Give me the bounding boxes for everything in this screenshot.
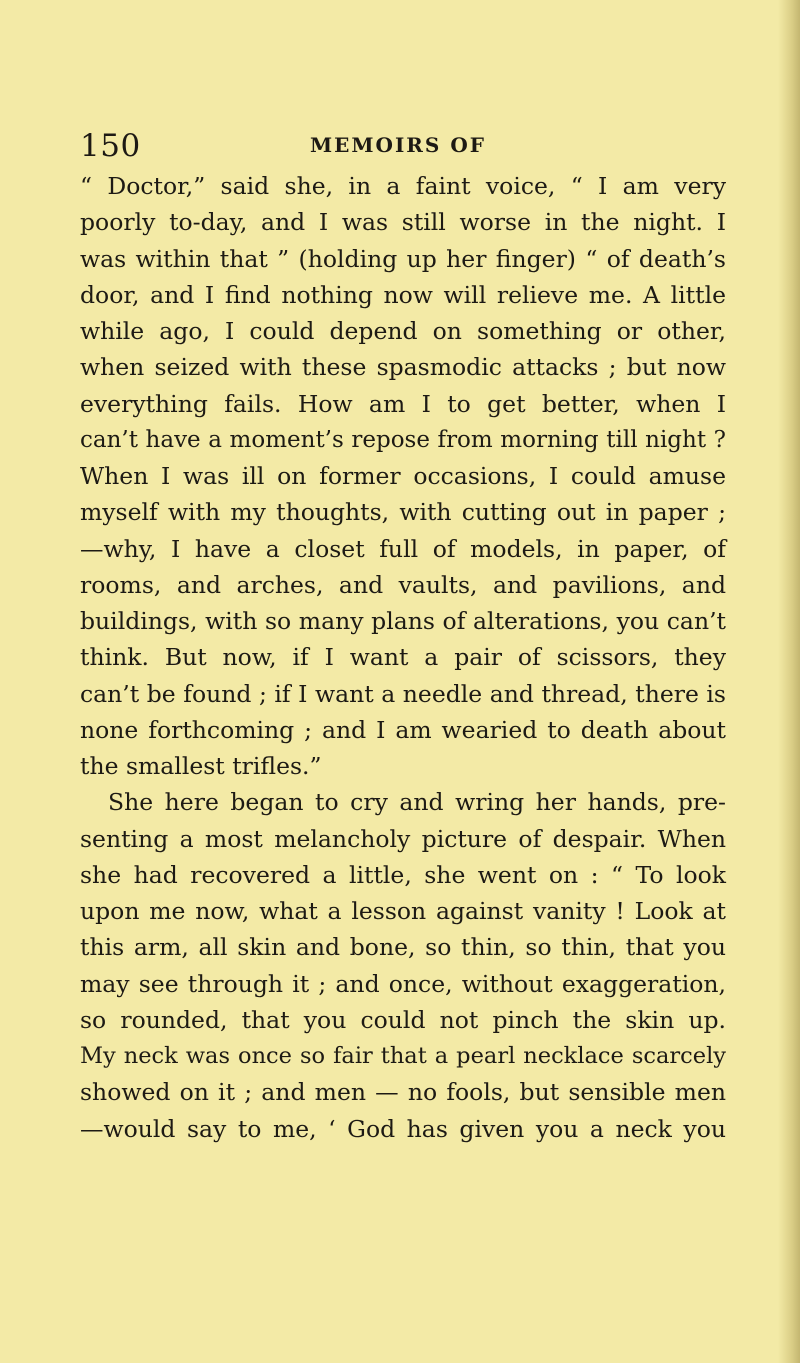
text-line: may see through it ; and once, without exaggeration,: [80, 969, 726, 998]
text-line: showed on it ; and men — no fools, but sensible men: [80, 1078, 726, 1107]
text-line: she had recovered a little, she went on : “ To look: [80, 860, 726, 889]
text-line: poorly to-day, and I was still worse in the night. I: [80, 208, 726, 237]
text-line: door, and I find nothing now will relieve me. A little: [80, 280, 726, 309]
text-line: when seized with these spasmodic attacks ; but now: [80, 353, 726, 382]
text-line: this arm, all skin and bone, so thin, so thin, that you: [80, 933, 726, 962]
body-text: [80, 168, 726, 1147]
text-line: can’t be found ; if I want a needle and thread, there is: [80, 679, 726, 708]
running-title: MEMOIRS OF: [310, 133, 486, 157]
text-line: —would say to me, ‘ God has given you a neck you: [80, 1114, 726, 1143]
text-line: think. But now, if I want a pair of scissors, they: [80, 643, 726, 672]
text-line: the smallest trifles.”: [80, 752, 322, 780]
page-edge-shadow: [778, 0, 800, 1363]
text-line: none forthcoming ; and I am wearied to death about: [80, 715, 726, 744]
text-line: everything fails. How am I to get better, when I: [80, 389, 726, 418]
text-line: upon me now, what a lesson against vanity ! Look at: [80, 897, 726, 925]
text-line: was within that ” (holding up her finger) “ of death’s: [80, 244, 726, 273]
text-line: senting a most melancholy picture of despair. When: [80, 824, 726, 853]
text-line: buildings, with so many plans of alterations, you can’t: [80, 607, 726, 635]
text-line: while ago, I could depend on something or other,: [80, 317, 726, 345]
text-line: myself with my thoughts, with cutting out in paper ;: [80, 498, 726, 527]
page-header: [80, 128, 725, 168]
text-line: so rounded, that you could not pinch the skin up.: [80, 1005, 726, 1034]
text-line: She here began to cry and wring her hands, pre-: [108, 788, 726, 817]
page-number: 150: [80, 128, 141, 164]
text-line: rooms, and arches, and vaults, and pavilions, and: [80, 570, 726, 599]
text-line: —why, I have a closet full of models, in paper, of: [80, 534, 726, 563]
text-line: can’t have a moment’s repose from morning till night ?: [80, 426, 726, 453]
text-line: “ Doctor,” said she, in a faint voice, “ I am very: [80, 172, 726, 200]
text-line: When I was ill on former occasions, I could amuse: [80, 462, 726, 490]
text-line: My neck was once so fair that a pearl necklace scarcely: [80, 1043, 726, 1069]
